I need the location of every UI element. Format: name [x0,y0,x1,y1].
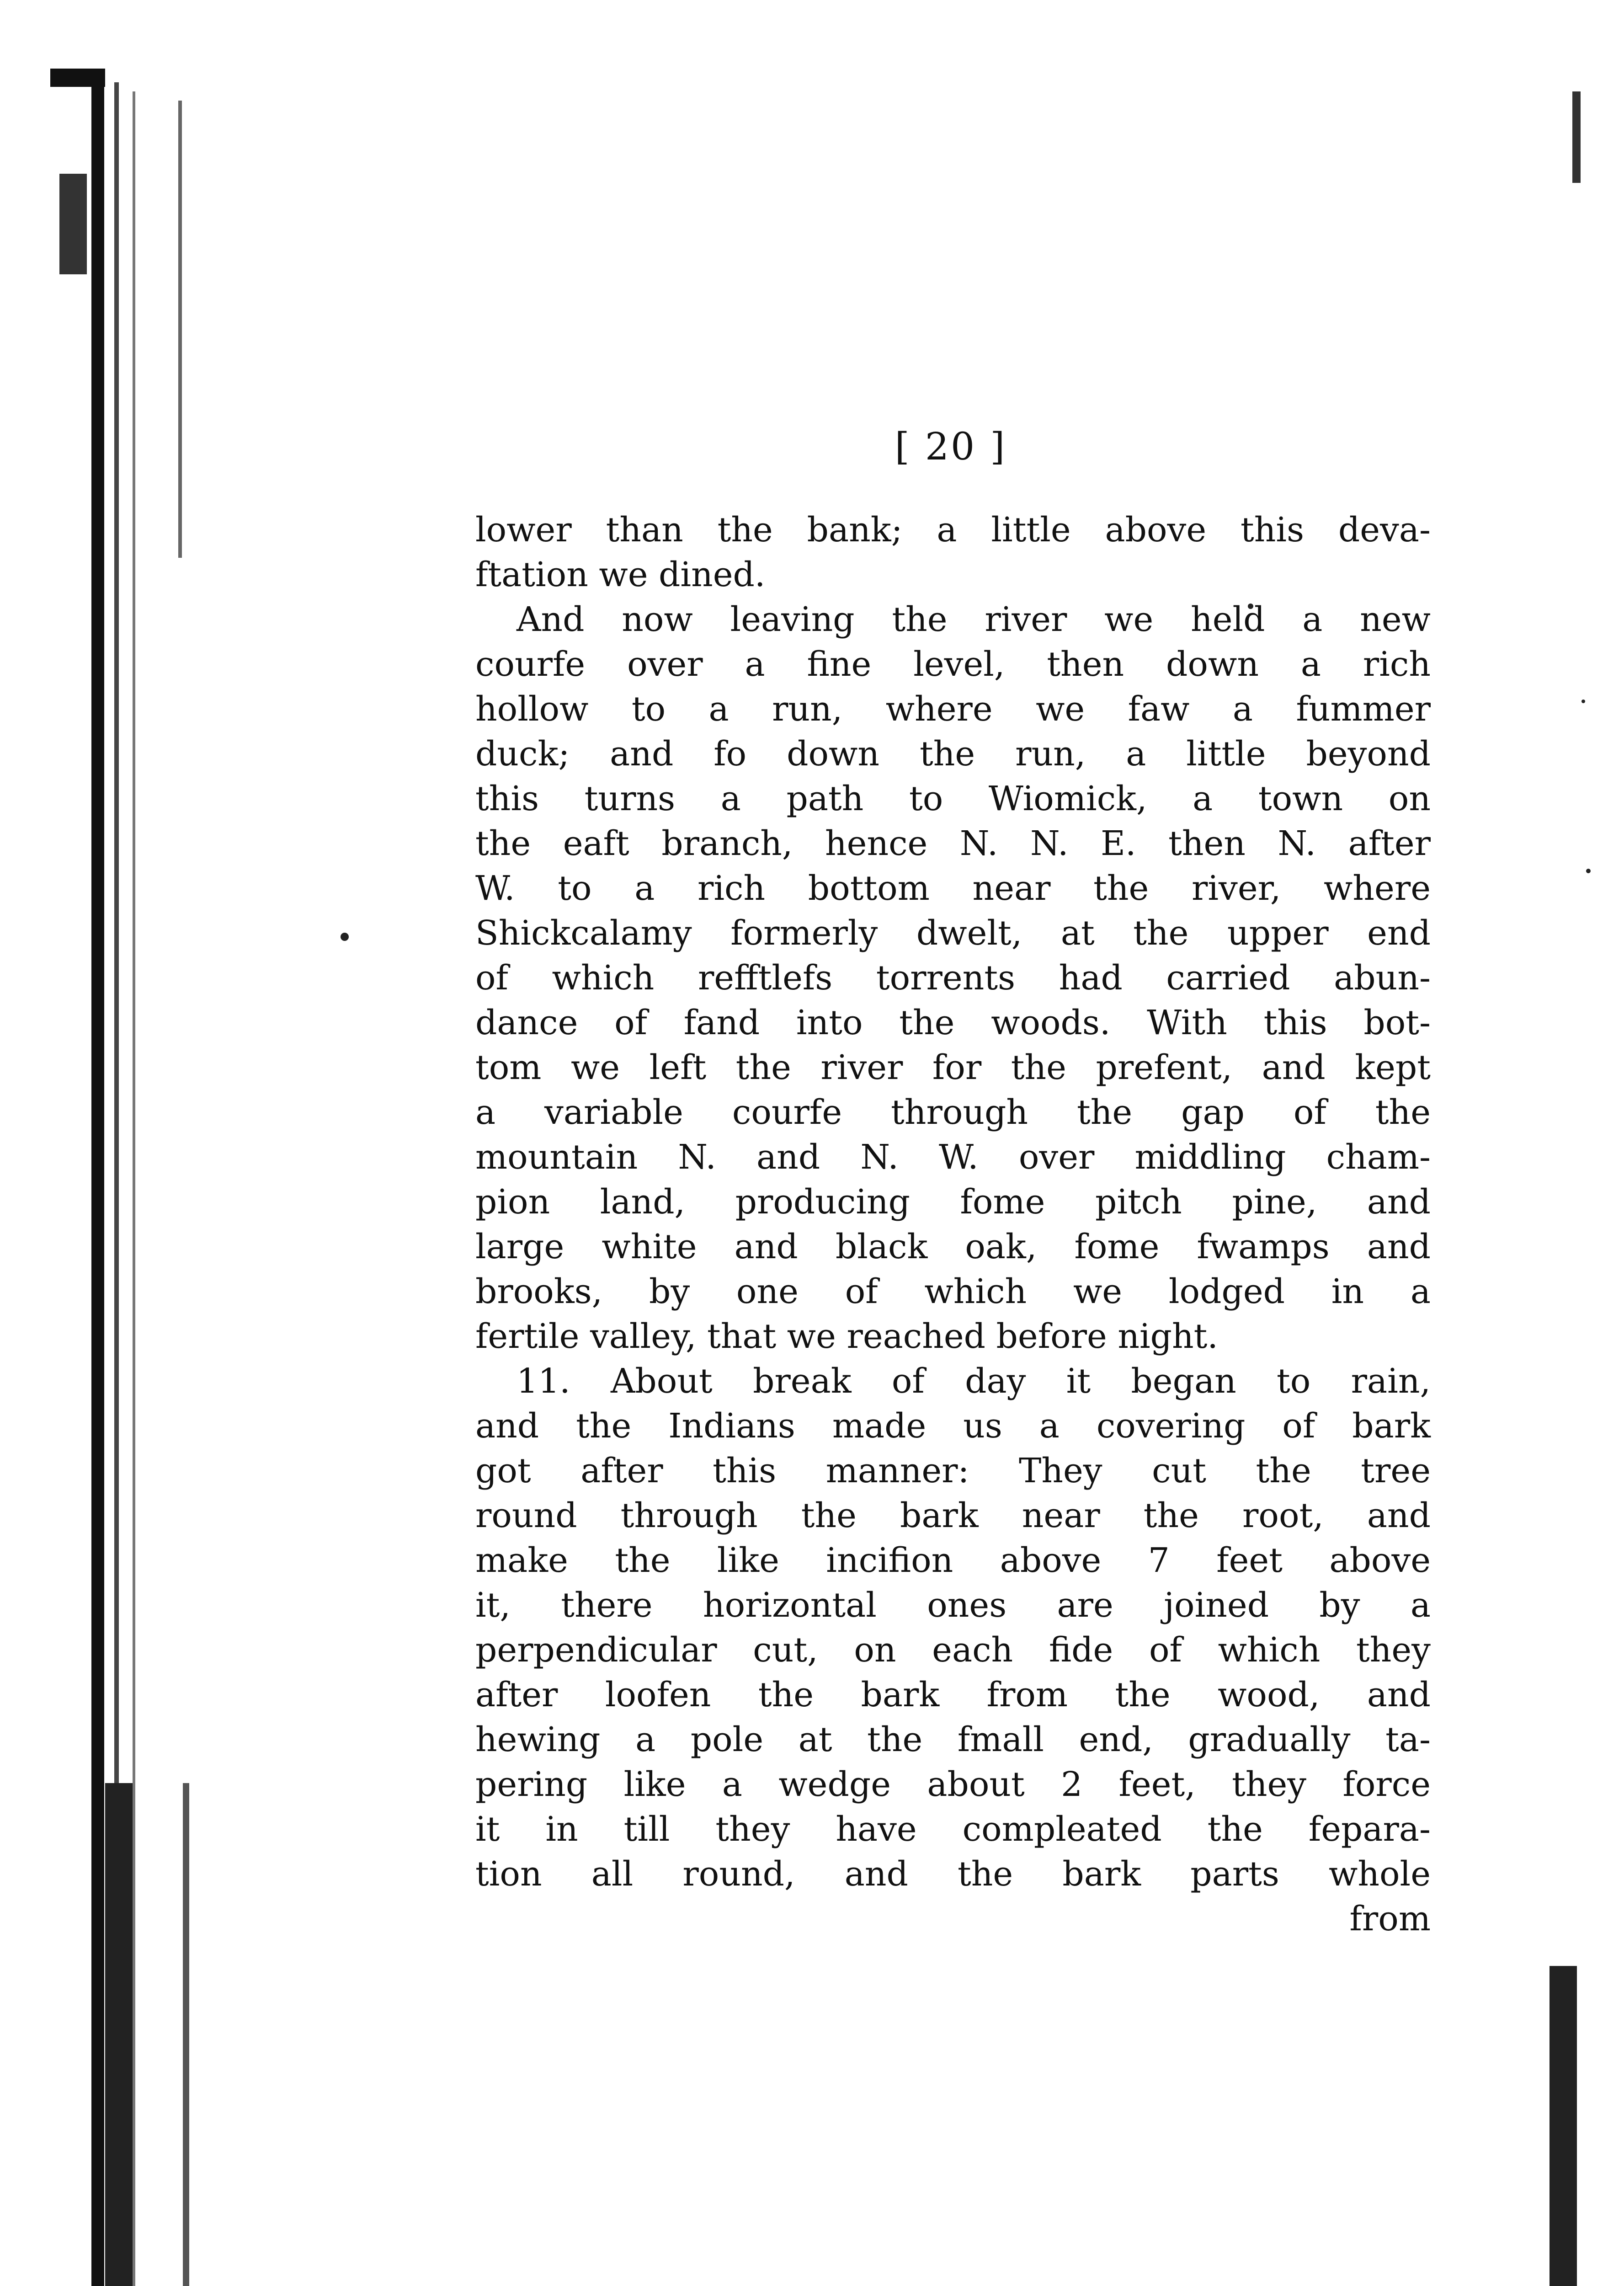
left-scan-edge-block [105,1783,133,2286]
text-line: pion land, producing fome pitch pine, and [475,1182,1431,1222]
text-line: the eaft branch, hence N. N. E. then N. after [475,824,1431,863]
text-line: make the like incifion above 7 feet above [475,1541,1431,1580]
text-line: round through the bark near the root, and [475,1496,1431,1535]
text-line: brooks, by one of which we lodged in a [475,1272,1431,1311]
text-line: 11. About break of day it began to rain, [516,1362,1431,1401]
text-line: tion all round, and the bark parts whole [475,1854,1431,1894]
text-line: W. to a rich bottom near the river, where [475,869,1431,908]
text-line: lower than the bank; a little above this deva- [475,510,1431,550]
speck [1586,869,1591,873]
text-line: fertile valley, that we reached before night. [475,1317,1218,1356]
left-scan-notch [59,174,87,274]
text-line: perpendicular cut, on each fide of which they [475,1630,1431,1670]
text-line: And now leaving the river we held a new [516,600,1431,639]
catchword: from [1349,1899,1431,1939]
left-scan-edge-thin-4 [183,1783,189,2286]
text-line: hewing a pole at the fmall end, gradually ta- [475,1720,1431,1759]
text-line: tom we left the river for the prefent, and kept [475,1048,1431,1087]
right-scan-edge-top [1572,91,1581,183]
body-text [475,507,1431,1941]
left-scan-edge-bar [91,69,104,2286]
text-line: got after this manner: They cut the tree [475,1451,1431,1490]
text-line: it in till they have compleated the fepara- [475,1810,1431,1849]
text-line: and the Indians made us a covering of bark [475,1406,1431,1446]
text-line: after loofen the bark from the wood, and [475,1675,1431,1714]
text-line: of which refftlefs torrents had carried abun- [475,958,1431,998]
text-line: Shickcalamy formerly dwelt, at the upper end [475,913,1431,953]
text-line: this turns a path to Wiomick, a town on [475,779,1431,818]
text-line: pering like a wedge about 2 feet, they force [475,1765,1431,1804]
left-scan-edge-thin-3 [178,101,182,558]
text-line: it, there horizontal ones are joined by a [475,1586,1431,1625]
text-line: mountain N. and N. W. over middling cham- [475,1138,1431,1177]
text-line: ftation we dined. [475,555,766,594]
page-number: [ 20 ] [895,425,1007,469]
text-line: a variable courfe through the gap of the [475,1093,1431,1132]
text-line: large white and black oak, fome fwamps and [475,1227,1431,1266]
text-line: courfe over a fine level, then down a rich [475,645,1431,684]
speck [341,933,349,941]
text-line: dance of fand into the woods. With this bot- [475,1003,1431,1042]
left-scan-edge-thin-2 [133,91,135,2286]
text-line: hollow to a run, where we faw a fummer [475,689,1431,729]
text-line: duck; and fo down the run, a little beyond [475,734,1431,774]
right-scan-edge-bottom [1549,1966,1577,2286]
speck [1581,700,1585,703]
